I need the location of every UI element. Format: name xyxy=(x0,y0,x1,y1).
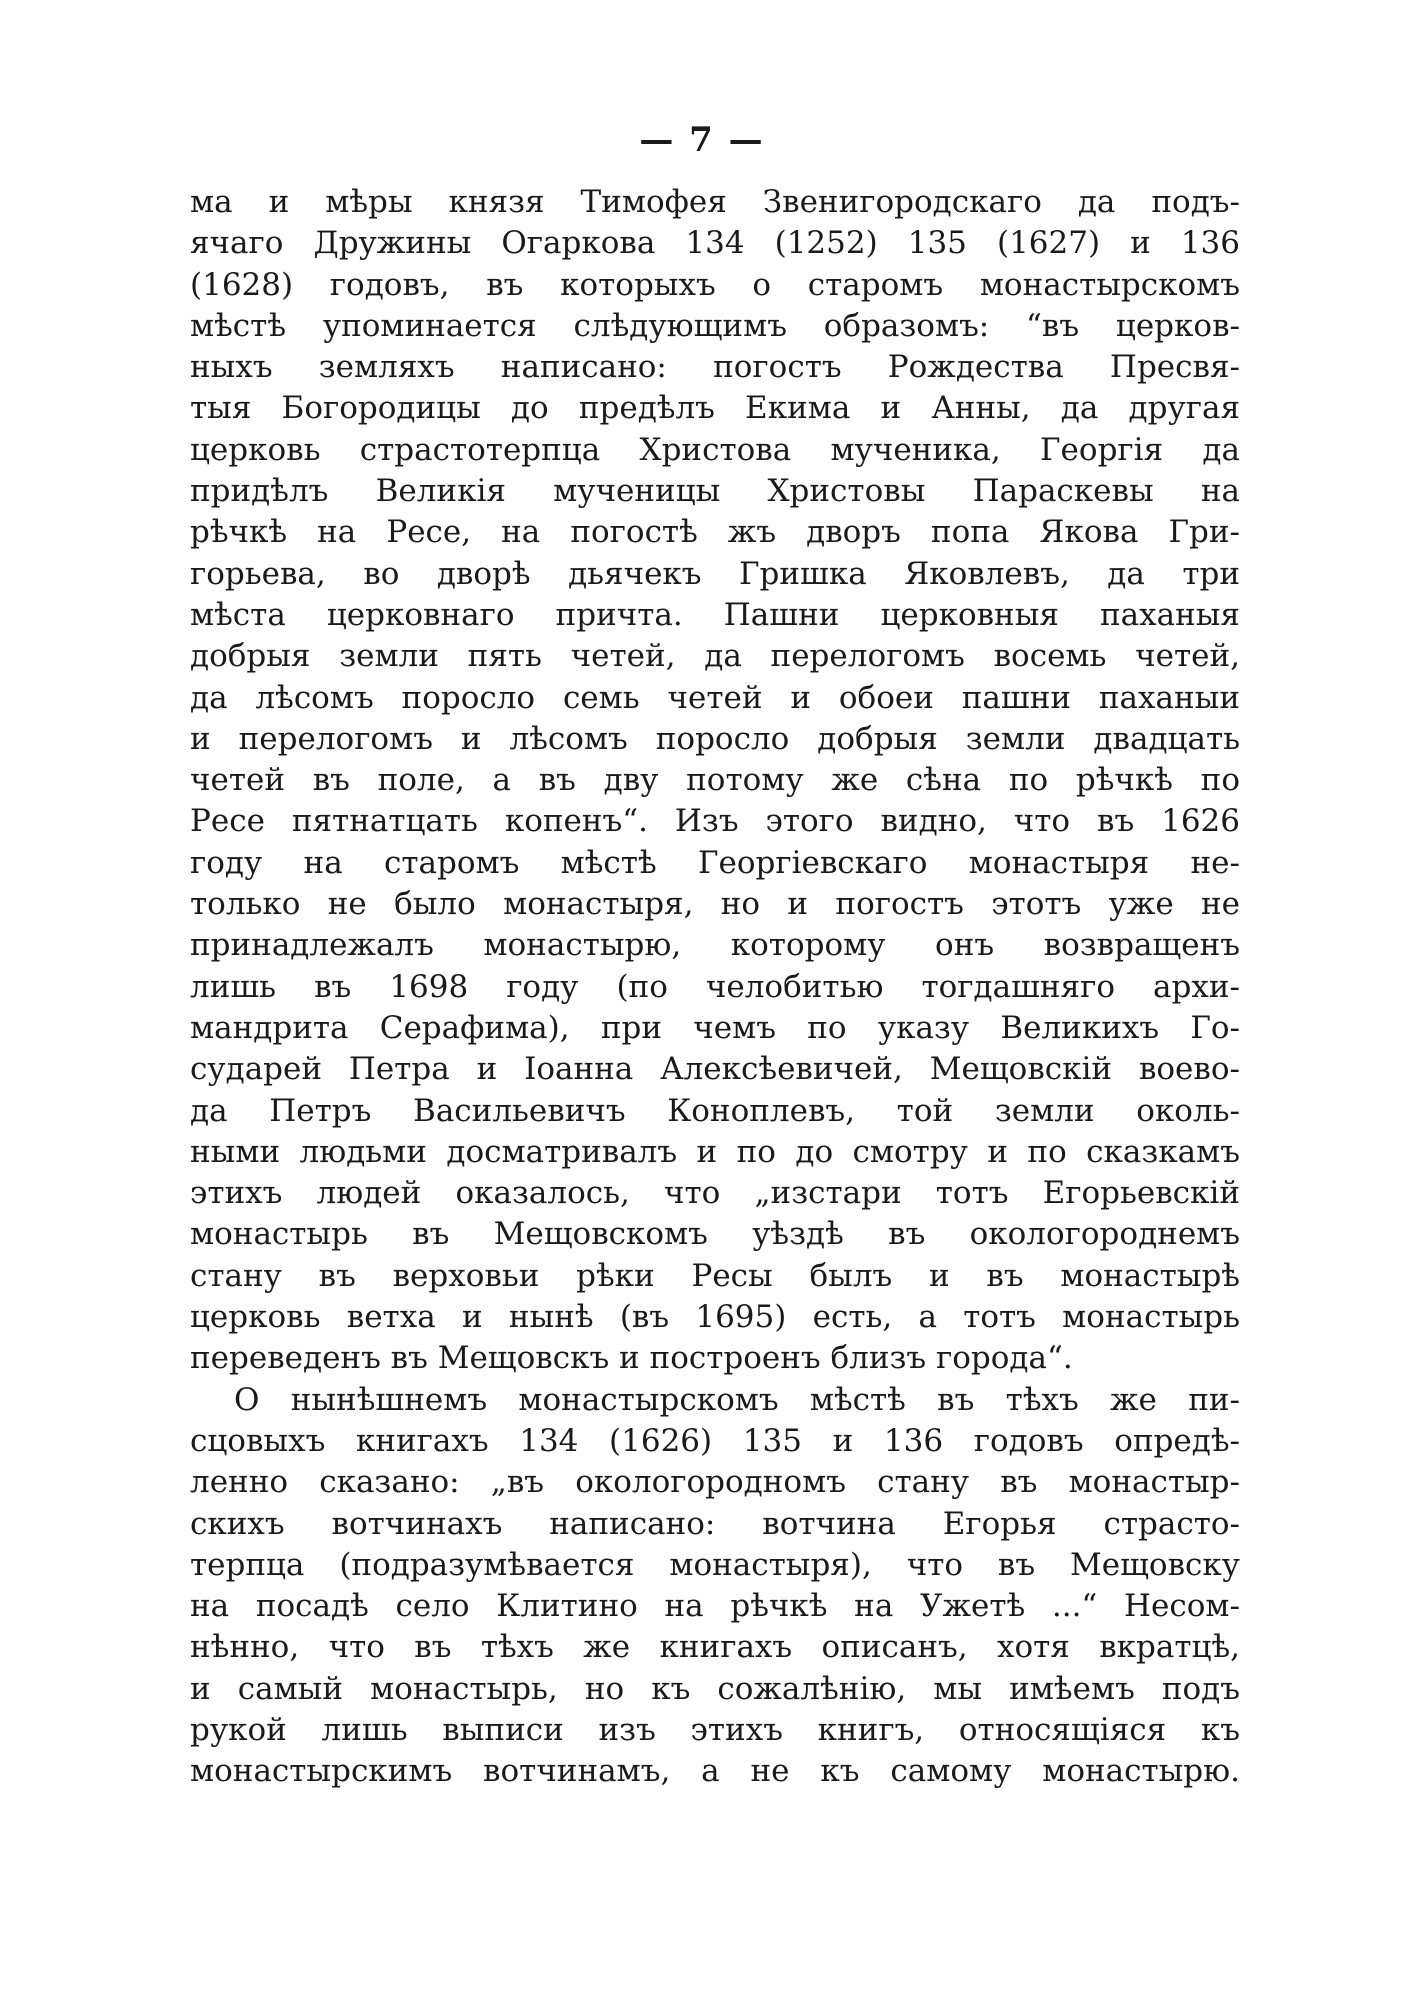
text-line: мѣста церковнаго причта. Пашни церковныя паханыя xyxy=(190,596,1240,633)
text-line: добрыя земли пять четей, да перелогомъ восемь четей, xyxy=(190,638,1240,675)
text-line: монастырь въ Мещовскомъ уѣздѣ въ окологороднемъ xyxy=(190,1216,1240,1253)
text-line: да лѣсомъ поросло семь четей и обоеи пашни паханыи xyxy=(190,679,1240,716)
text-line: придѣлъ Великія мученицы Христовы Параскевы на xyxy=(190,473,1240,510)
text-line: ленно сказано: „въ окологородномъ стану въ монастыр- xyxy=(190,1464,1240,1501)
text-line: ма и мѣры князя Тимофея Звенигородскаго да подъ- xyxy=(190,184,1240,220)
text-line: принадлежалъ монастырю, которому онъ возвращенъ xyxy=(190,927,1240,964)
text-line: этихъ людей оказалось, что „изстари тотъ Егорьевскій xyxy=(190,1175,1240,1212)
text-line: и перелогомъ и лѣсомъ поросло добрыя земли двадцать xyxy=(190,720,1240,757)
text-line: О нынѣшнемъ монастырскомъ мѣстѣ въ тѣхъ же пи- xyxy=(234,1381,1240,1418)
text-line: ячаго Дружины Огаркова 134 (1252) 135 (1627) и 136 xyxy=(190,225,1240,262)
text-line: переведенъ въ Мещовскъ и построенъ близъ города“. xyxy=(190,1340,1073,1377)
text-line: монастырскимъ вотчинамъ, а не къ самому монастырю. xyxy=(190,1753,1240,1790)
text-line: терпца (подразумѣвается монастыря), что въ Мещовску xyxy=(190,1546,1240,1583)
text-line: сударей Петра и Іоанна Алексѣевичей, Мещовскій воево- xyxy=(190,1051,1240,1088)
text-line: сцовыхъ книгахъ 134 (1626) 135 и 136 годовъ опредѣ- xyxy=(190,1422,1240,1459)
text-line: году на старомъ мѣстѣ Георгіевскаго монастыря не- xyxy=(190,844,1240,881)
text-line: Ресе пятнатцать копенъ“. Изъ этого видно, что въ 1626 xyxy=(190,803,1240,840)
text-line: стану въ верховьи рѣки Ресы былъ и въ монастырѣ xyxy=(190,1257,1240,1294)
text-line: рѣчкѣ на Ресе, на погостѣ жъ дворъ попа Якова Гри- xyxy=(190,514,1240,551)
text-line: лишь въ 1698 году (по челобитью тогдашняго архи- xyxy=(190,968,1240,1005)
text-line: нѣнно, что въ тѣхъ же книгахъ описанъ, хотя вкратцѣ, xyxy=(190,1629,1240,1666)
text-line: мѣстѣ упоминается слѣдующимъ образомъ: “въ церков- xyxy=(190,307,1240,344)
text-line: (1628) годовъ, въ которыхъ о старомъ монастырскомъ xyxy=(190,266,1240,303)
text-line: ными людьми досматривалъ и по до смотру и по сказкамъ xyxy=(190,1133,1240,1170)
text-line: церковь страстотерпца Христова мученика, Георгія да xyxy=(190,431,1240,468)
text-body xyxy=(190,182,1240,1793)
text-line: горьева, во дворѣ дьячекъ Гришка Яковлевъ, да три xyxy=(190,555,1240,592)
text-line: скихъ вотчинахъ написано: вотчина Егорья страсто- xyxy=(190,1505,1240,1542)
text-line: четей въ поле, а въ дву потому же сѣна по рѣчкѣ по xyxy=(190,762,1240,799)
text-line: тыя Богородицы до предѣлъ Екима и Анны, да другая xyxy=(190,390,1240,427)
text-line: рукой лишь выписи изъ этихъ книгъ, относящіяся къ xyxy=(190,1711,1240,1748)
paragraph-2 xyxy=(190,1380,1240,1793)
text-line: на посадѣ село Клитино на рѣчкѣ на Ужетѣ ...“ Несом- xyxy=(190,1588,1240,1625)
text-line: ныхъ земляхъ написано: погостъ Рождества Пресвя- xyxy=(190,349,1240,386)
page-number: — 7 — xyxy=(639,120,765,160)
text-line: и самый монастырь, но къ сожалѣнію, мы имѣемъ подъ xyxy=(190,1670,1240,1707)
text-line: мандрита Серафима), при чемъ по указу Великихъ Го- xyxy=(190,1009,1240,1046)
text-line: только не было монастыря, но и погостъ этотъ уже не xyxy=(190,886,1240,923)
paragraph-1 xyxy=(190,182,1240,1380)
text-line: да Петръ Васильевичъ Коноплевъ, той земли околь- xyxy=(190,1092,1240,1129)
text-line: церковь ветха и нынѣ (въ 1695) есть, а тотъ монастырь xyxy=(190,1299,1240,1336)
